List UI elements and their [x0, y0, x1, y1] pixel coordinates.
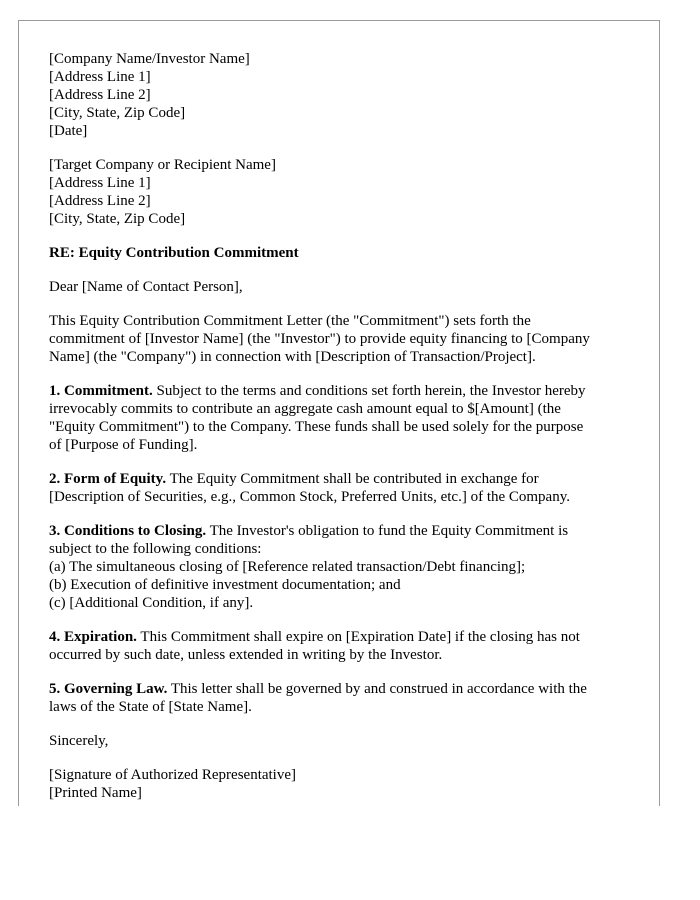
form-text-1: The Equity Commitment shall be contributed in exchange for — [166, 471, 539, 487]
section-commitment — [49, 382, 637, 454]
condition-b: (b) Execution of definitive investment documentation; and — [49, 577, 401, 593]
form-heading: 2. Form of Equity. — [49, 471, 167, 487]
commitment-heading: 1. Commitment. — [49, 383, 153, 399]
spacer — [49, 140, 637, 156]
spacer — [49, 228, 637, 244]
conditions-text-1: The Investor's obligation to fund the Equity Commitment is — [206, 523, 569, 539]
law-line-1 — [49, 680, 637, 698]
letter-page — [18, 20, 660, 806]
conditions-heading: 3. Conditions to Closing. — [49, 523, 207, 539]
commitment-text-1: Subject to the terms and conditions set forth herein, the Investor hereby — [152, 383, 586, 399]
salutation: Dear [Name of Contact Person], — [49, 279, 243, 295]
intro-line-3: Name] (the "Company") in connection with [Description of Transaction/Project]. — [49, 349, 536, 365]
commitment-line-1 — [49, 382, 637, 400]
sender-name: [Company Name/Investor Name] — [49, 51, 250, 67]
law-text-1: This letter shall be governed by and construed in accordance with the — [167, 681, 587, 697]
form-line-1 — [49, 470, 637, 488]
sender-city: [City, State, Zip Code] — [49, 105, 186, 121]
form-line-2: [Description of Securities, e.g., Common Stock, Preferred Units, etc.] of the Company. — [49, 489, 570, 505]
conditions-line-1 — [49, 522, 637, 540]
recipient-address-line-2: [Address Line 2] — [49, 193, 151, 209]
commitment-line-4: of [Purpose of Funding]. — [49, 437, 198, 453]
recipient-name: [Target Company or Recipient Name] — [49, 157, 276, 173]
intro-paragraph — [49, 312, 637, 366]
recipient-block — [49, 156, 637, 228]
section-form-of-equity — [49, 470, 637, 506]
letter-body — [49, 50, 637, 802]
commitment-line-2: irrevocably commits to contribute an aggregate cash amount equal to $[Amount] (the — [49, 401, 561, 417]
signature-block — [49, 766, 637, 802]
recipient-address-line-1: [Address Line 1] — [49, 175, 151, 191]
intro-line-1: This Equity Contribution Commitment Letter (the "Commitment") sets forth the — [49, 313, 531, 329]
condition-a: (a) The simultaneous closing of [Reference related transaction/Debt financing]; — [49, 559, 526, 575]
expiration-text-1: This Commitment shall expire on [Expiration Date] if the closing has not — [136, 629, 580, 645]
printed-name: [Printed Name] — [49, 785, 142, 801]
sender-block — [49, 50, 637, 140]
signature-line: [Signature of Authorized Representative] — [49, 767, 297, 783]
intro-line-2: commitment of [Investor Name] (the "Investor") to provide equity financing to [Company — [49, 331, 590, 347]
section-governing-law — [49, 680, 637, 716]
law-line-2: laws of the State of [State Name]. — [49, 699, 252, 715]
recipient-city: [City, State, Zip Code] — [49, 211, 186, 227]
closing: Sincerely, — [49, 733, 109, 749]
letter-date: [Date] — [49, 123, 88, 139]
sender-address-line-1: [Address Line 1] — [49, 69, 151, 85]
condition-c: (c) [Additional Condition, if any]. — [49, 595, 254, 611]
law-heading: 5. Governing Law. — [49, 681, 168, 697]
sender-address-line-2: [Address Line 2] — [49, 87, 151, 103]
section-expiration — [49, 628, 637, 664]
expiration-heading: 4. Expiration. — [49, 629, 137, 645]
commitment-line-3: "Equity Commitment") to the Company. These funds shall be used solely for the purpose — [49, 419, 584, 435]
expiration-line-1 — [49, 628, 637, 646]
subject-line: RE: Equity Contribution Commitment — [49, 245, 299, 261]
section-conditions — [49, 522, 637, 612]
expiration-line-2: occurred by such date, unless extended in writing by the Investor. — [49, 647, 443, 663]
conditions-line-2: subject to the following conditions: — [49, 541, 262, 557]
